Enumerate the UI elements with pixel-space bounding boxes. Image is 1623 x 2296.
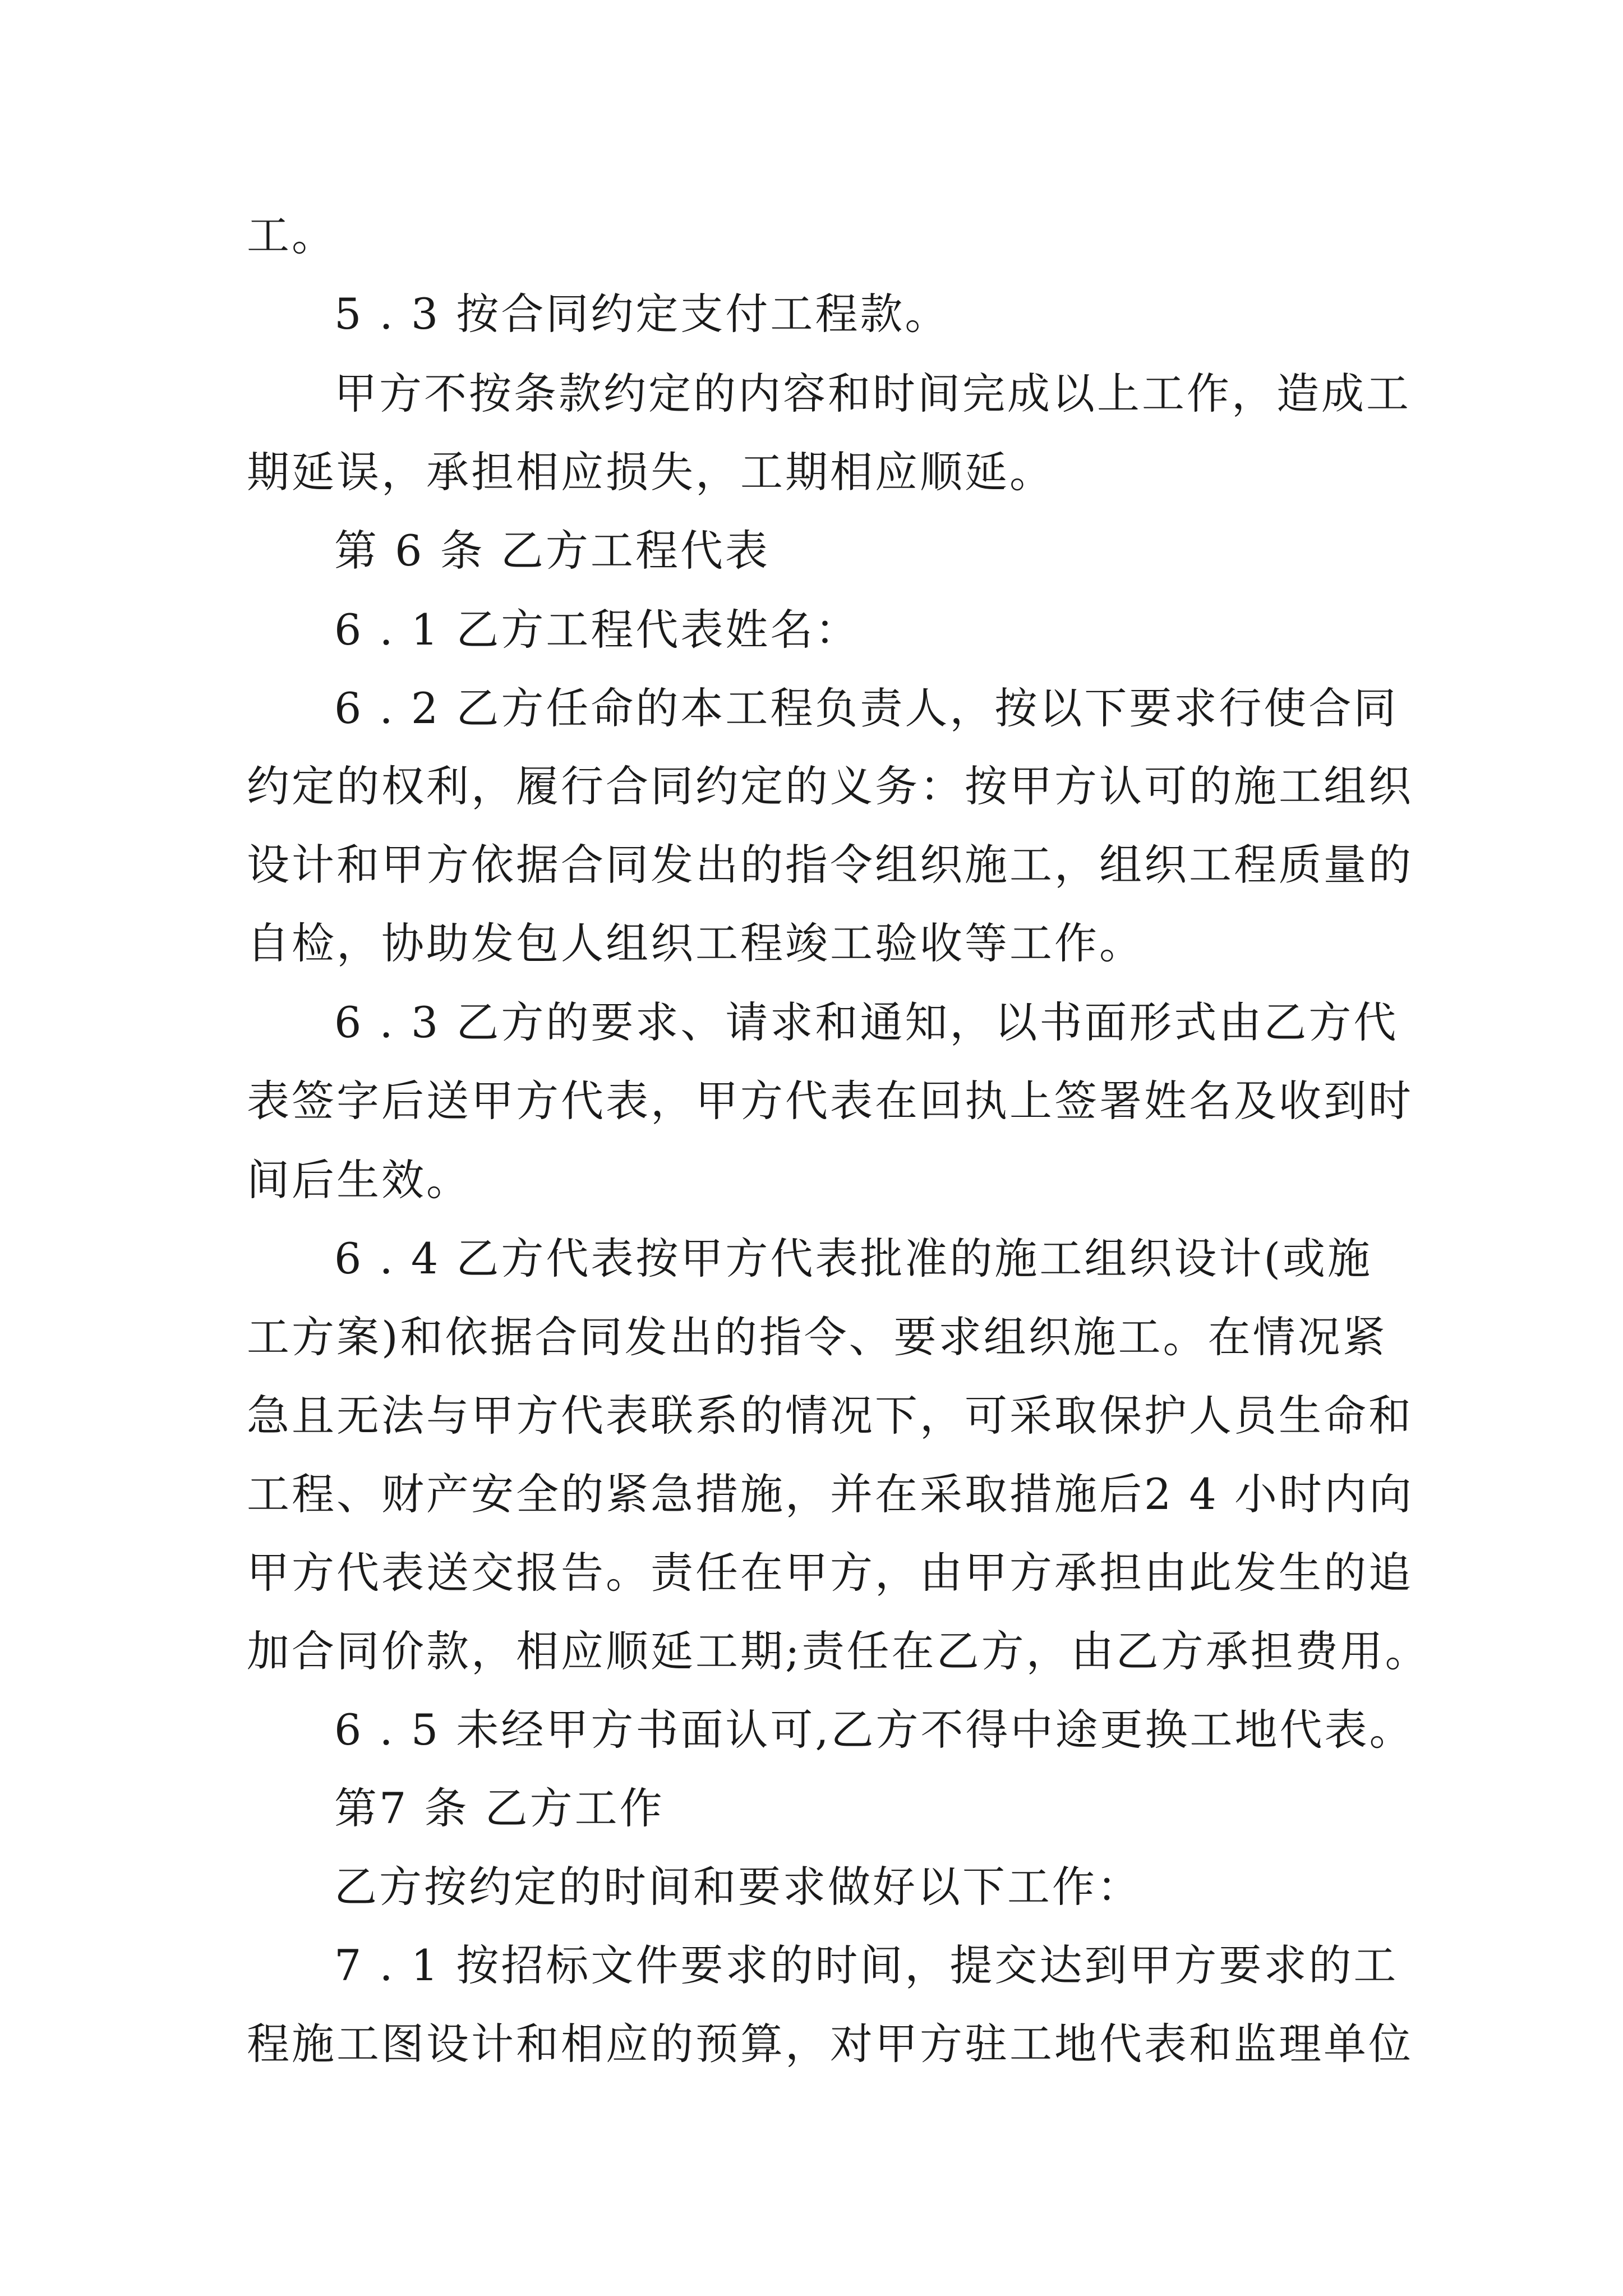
text-line: 自检，协助发包人组织工程竣工验收等工作。 [247,918,1144,968]
text-line: 工程、财产安全的紧急措施，并在采取措施后2 4 小时内向 [247,1469,1414,1519]
text-line: 工。 [247,210,336,260]
clause-6-2: 6 . 2 乙方任命的本工程负责人，按以下要求行使合同 [334,683,1399,733]
text-line: 急且无法与甲方代表联系的情况下，可采取保护人员生命和 [247,1391,1413,1441]
clause-7-1: 7 . 1 按招标文件要求的时间，提交达到甲方要求的工 [334,1940,1399,1990]
text-line: 约定的权利，履行合同约定的义务：按甲方认可的施工组织 [247,761,1413,811]
text-line: 工方案)和依据合同发出的指令、要求组织施工。在情况紧 [247,1312,1387,1362]
clause-6-1: 6 . 1 乙方工程代表姓名： [334,605,860,655]
text-line: 期延误，承担相应损失，工期相应顺延。 [247,447,1054,497]
text-line: 加合同价款，相应顺延工期;责任在乙方，由乙方承担费用。 [247,1626,1430,1676]
text-line: 间后生效。 [247,1155,471,1205]
text-line: 乙方按约定的时间和要求做好以下工作： [334,1862,1142,1912]
text-line: 甲方代表送交报告。责任在甲方，由甲方承担由此发生的追 [247,1548,1413,1598]
text-line: 程施工图设计和相应的预算，对甲方驻工地代表和监理单位 [247,2019,1413,2069]
article-6-heading: 第 6 条 乙方工程代表 [334,526,770,576]
clause-6-4: 6 . 4 乙方代表按甲方代表批准的施工组织设计(或施 [334,1234,1372,1283]
text-line: 表签字后送甲方代表，甲方代表在回执上签署姓名及收到时 [247,1076,1413,1126]
clause-6-3: 6 . 3 乙方的要求、请求和通知，以书面形式由乙方代 [334,997,1399,1047]
text-line: 甲方不按条款约定的内容和时间完成以上工作，造成工 [334,369,1411,418]
article-7-heading: 第7 条 乙方工作 [334,1783,665,1833]
clause-6-5: 6 . 5 未经甲方书面认可,乙方不得中途更换工地代表。 [334,1705,1414,1755]
clause-5-3: 5 . 3 按合同约定支付工程款。 [334,289,950,339]
text-line: 设计和甲方依据合同发出的指令组织施工，组织工程质量的 [247,840,1413,890]
